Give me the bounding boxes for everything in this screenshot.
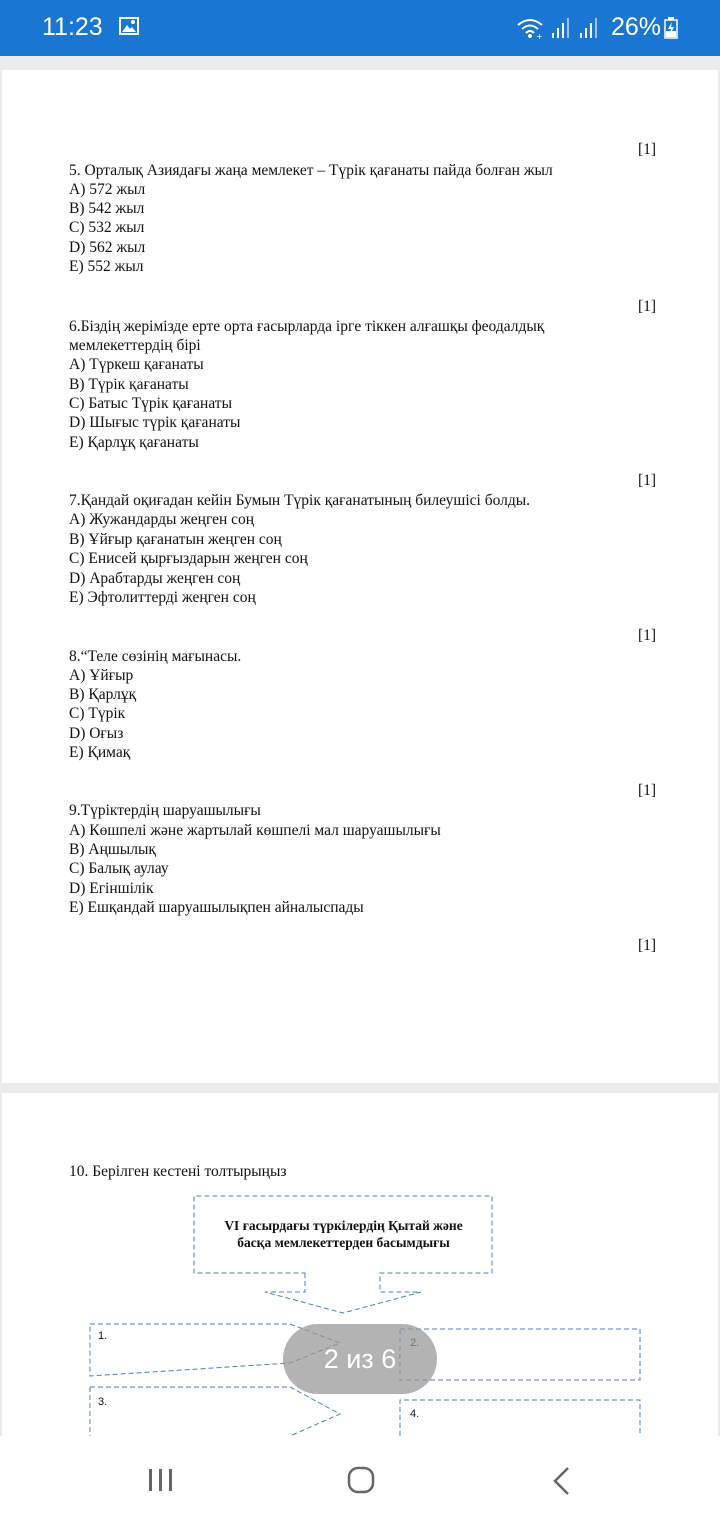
page-indicator: 2 из 6 — [283, 1324, 437, 1394]
question-text: 8.“Теле сөзінің мағынасы. — [69, 648, 242, 665]
answer-option: C) 532 жыл — [69, 219, 145, 236]
answer-option: A) Түркеш қағанаты — [69, 356, 204, 373]
battery-percentage: 26% — [611, 13, 662, 41]
answer-option: E) 552 жыл — [69, 258, 144, 275]
status-time: 11:23 — [42, 13, 103, 41]
answer-option: D) Шығыс түрік қағанаты — [69, 414, 241, 431]
answer-option: B) Қарлұқ — [69, 686, 137, 703]
answer-option: B) Түрік қағанаты — [69, 376, 189, 393]
score-mark: [1] — [638, 782, 657, 799]
diagram-box-4-label: 4. — [410, 1408, 420, 1420]
score-mark: [1] — [638, 627, 657, 644]
score-mark: [1] — [638, 298, 657, 315]
answer-option: B) Аңшылық — [69, 841, 156, 858]
diagram-box-1-label: 1. — [98, 1330, 108, 1342]
question-text-continued: мемлекеттердің бірі — [69, 337, 201, 354]
answer-option: E) Ешқандай шаруашылықпен айналыспады — [69, 899, 364, 916]
answer-option: B) 542 жыл — [69, 200, 145, 217]
svg-text:+: + — [536, 32, 543, 39]
diagram-title-line-1: VI ғасырдағы түркілердің Қытай және — [224, 1218, 463, 1233]
answer-option: D) 562 жыл — [69, 239, 146, 256]
question-text: 5. Орталық Азиядағы жаңа мемлекет – Түрік қағанаты пайда болған жыл — [69, 162, 553, 179]
back-icon[interactable] — [551, 1466, 573, 1496]
answer-option: E) Қимақ — [69, 744, 131, 761]
diagram-title-line-2: басқа мемлекеттерден басымдығы — [237, 1235, 450, 1250]
score-mark: [1] — [638, 472, 657, 489]
answer-option: A) Көшпелі және жартылай көшпелі мал шаруашылығы — [69, 822, 441, 839]
recent-apps-icon[interactable] — [147, 1466, 175, 1494]
answer-option: D) Арабтарды жеңген соң — [69, 570, 241, 587]
answer-option: C) Енисей қырғыздарын жеңген соң — [69, 550, 308, 567]
answer-option: C) Балық аулау — [69, 860, 169, 877]
answer-option: B) Ұйғыр қағанатын жеңген соң — [69, 531, 282, 548]
answer-option: A) Ұйғыр — [69, 667, 134, 684]
score-mark: [1] — [638, 937, 657, 954]
answer-option: A) Жужандарды жеңген соң — [69, 511, 255, 528]
question-text: 6.Біздің жерімізде ерте орта ғасырларда іргe тіккен алғашқы феодалдық — [69, 318, 545, 335]
answer-option: D) Егіншілік — [69, 880, 154, 897]
navigation-bar — [0, 1436, 720, 1520]
question-text: 9.Түріктердің шаруашылығы — [69, 802, 261, 819]
answer-option: D) Оғыз — [69, 725, 124, 742]
score-mark: [1] — [638, 141, 657, 158]
answer-option: E) Эфтолиттерді жеңген соң — [69, 589, 256, 606]
answer-option: C) Батыс Түрік қағанаты — [69, 395, 232, 412]
answer-option: E) Қарлұқ қағанаты — [69, 434, 199, 451]
home-icon[interactable] — [347, 1466, 375, 1494]
question-text: 7.Қандай оқиғадан кейін Бумын Түрік қағанатының билеушісі болды. — [69, 492, 531, 509]
answer-option: C) Түрік — [69, 705, 126, 722]
diagram-title — [195, 1217, 492, 1251]
answer-option: A) 572 жыл — [69, 181, 146, 198]
diagram-box-3-label: 3. — [98, 1396, 108, 1408]
question-10-text: 10. Берілген кестені толтырыңыз — [69, 1163, 287, 1180]
